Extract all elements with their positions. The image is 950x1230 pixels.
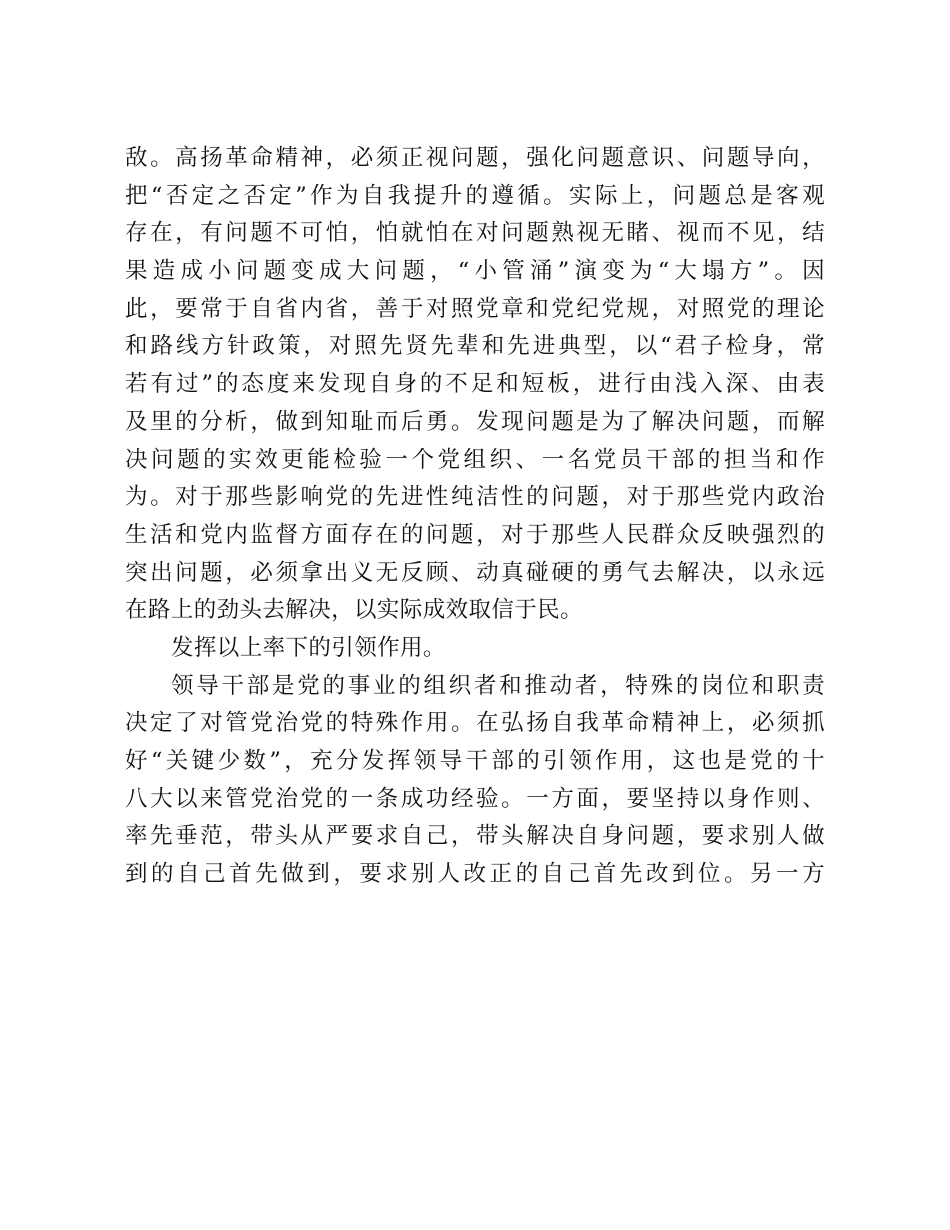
- text-line: 好“关键少数”，充分发挥领导干部的引领作用，这也是党的十: [125, 748, 825, 774]
- text-line: 到的自己首先做到，要求别人改正的自己首先改到位。另一方: [125, 861, 825, 888]
- text-line: 在路上的劲头去解决，以实际成效取信于民。: [125, 597, 584, 624]
- text-line: 和路线方针政策，对照先贤先辈和先进典型，以“君子检身，常: [125, 333, 825, 360]
- text-line: 若有过”的态度来发现自身的不足和短板，进行由浅入深、由表: [125, 371, 825, 398]
- text-line: 果造成小问题变成大问题，“小管涌”演变为“大塌方”。因: [125, 258, 825, 285]
- text-line: 八大以来管党治党的一条成功经验。一方面，要坚持以身作则、: [125, 785, 825, 812]
- text-line: 此，要常于自省内省，善于对照党章和党纪党规，对照党的理论: [125, 295, 825, 322]
- text-line: 决定了对管党治党的特殊作用。在弘扬自我革命精神上，必须抓: [125, 710, 825, 737]
- text-line: 决问题的实效更能检验一个党组织、一名党员干部的担当和作: [125, 446, 825, 473]
- section-heading: 发挥以上率下的引领作用。: [171, 634, 446, 661]
- text-line: 敌。高扬革命精神，必须正视问题，强化问题意识、问题导向，: [125, 145, 825, 171]
- text-line: 把“否定之否定”作为自我提升的遵循。实际上，问题总是客观: [125, 182, 825, 209]
- text-line: 为。对于那些影响党的先进性纯洁性的问题，对于那些党内政治: [125, 484, 825, 511]
- text-line: 生活和党内监督方面存在的问题，对于那些人民群众反映强烈的: [125, 521, 825, 548]
- text-line: 存在，有问题不可怕，怕就怕在对问题熟视无睹、视而不见，结: [125, 220, 825, 247]
- text-line: 及里的分析，做到知耻而后勇。发现问题是为了解决问题，而解: [125, 408, 825, 435]
- text-line: 领导干部是党的事业的组织者和推动者，特殊的岗位和职责: [171, 672, 825, 699]
- text-line: 率先垂范，带头从严要求自己，带头解决自身问题，要求别人做: [125, 823, 825, 850]
- text-line: 突出问题，必须拿出义无反顾、动真碰硬的勇气去解决，以永远: [125, 559, 825, 586]
- document-body: [125, 140, 825, 894]
